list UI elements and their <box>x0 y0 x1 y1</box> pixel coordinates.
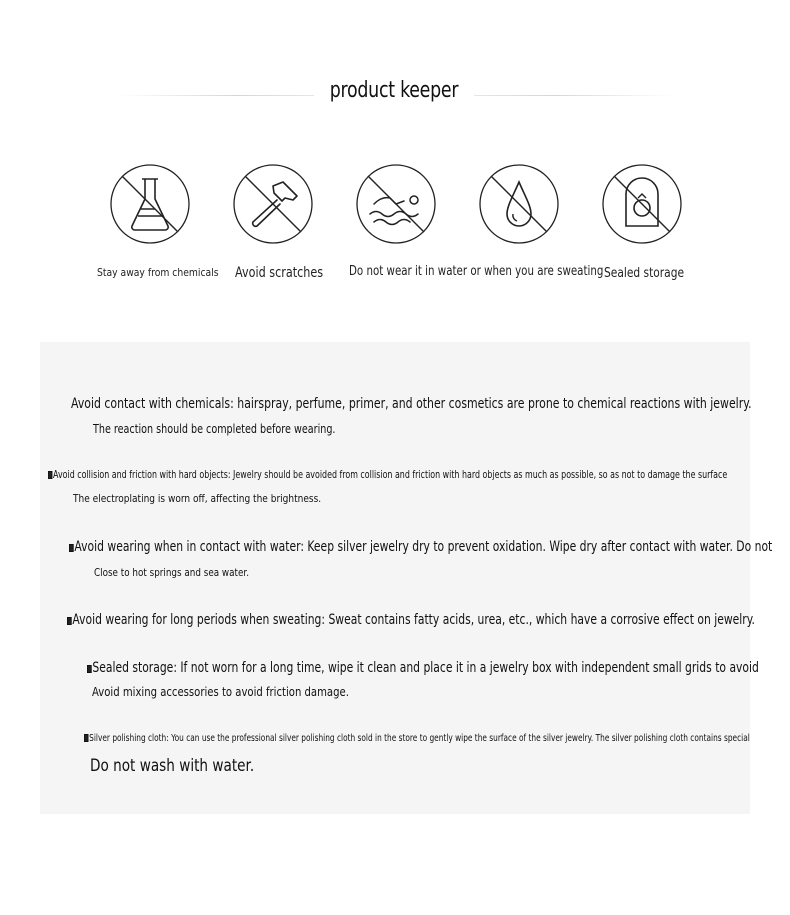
icon-label-water-sweating: Do not wear it in water or when you are sweating <box>349 264 604 279</box>
no-hammer-icon <box>233 164 313 244</box>
instruction-polishing-cloth <box>84 733 750 744</box>
icon-label-scratches: Avoid scratches <box>235 265 324 281</box>
instruction-text: Silver polishing cloth: You can use the professional silver polishing cloth sold in the store to gently wipe the surface of the silver jewelry. The silver polishing cloth contains special <box>89 733 750 744</box>
instruction-chemicals <box>71 396 752 412</box>
instruction-water-continuation: Close to hot springs and sea water. <box>94 566 249 579</box>
instruction-polishing-cloth-continuation: Do not wash with water. <box>90 756 255 776</box>
instruction-collision-continuation: The electroplating is worn off, affecting the brightness. <box>73 492 322 505</box>
no-water-drop-icon <box>479 164 559 244</box>
bullet-marker <box>48 471 52 479</box>
page-title: product keeper <box>329 78 459 103</box>
no-chemicals-flask-icon <box>110 164 190 244</box>
instruction-collision <box>48 468 727 481</box>
instruction-sealed-storage-continuation: Avoid mixing accessories to avoid friction damage. <box>92 685 349 699</box>
icon-label-chemicals: Stay away from chemicals <box>97 266 219 279</box>
instruction-chemicals-continuation: The reaction should be completed before wearing. <box>93 422 336 436</box>
bullet-marker <box>87 665 92 673</box>
icon-label-sealed-storage: Sealed storage <box>604 266 685 281</box>
instruction-text: Avoid wearing when in contact with water: Keep silver jewelry dry to prevent oxidation. Wipe dry after contact with water. Do not <box>74 539 773 555</box>
sealed-ring-box-icon <box>602 164 682 244</box>
bullet-marker <box>69 544 74 552</box>
bullet-marker <box>67 617 72 625</box>
instruction-water <box>69 539 772 555</box>
no-swimming-icon <box>356 164 436 244</box>
title-divider-right <box>474 95 674 96</box>
instruction-text: Sealed storage: If not worn for a long time, wipe it clean and place it in a jewelry box with independent small grids to avoid <box>92 660 759 676</box>
instruction-sweating <box>67 612 755 628</box>
title-divider-left <box>118 95 314 96</box>
bullet-marker <box>84 734 88 742</box>
instruction-sealed-storage <box>87 660 759 676</box>
title-row <box>0 78 790 114</box>
instruction-text: Avoid collision and friction with hard objects: Jewelry should be avoided from collision and friction with hard objects as much as possible, so as not to damage the surface <box>53 468 728 481</box>
instruction-text: Avoid wearing for long periods when sweating: Sweat contains fatty acids, urea, etc., which have a corrosive effect on jewelry. <box>72 612 755 628</box>
instruction-text: Avoid contact with chemicals: hairspray, perfume, primer, and other cosmetics are prone to chemical reactions with jewelry. <box>71 396 752 412</box>
